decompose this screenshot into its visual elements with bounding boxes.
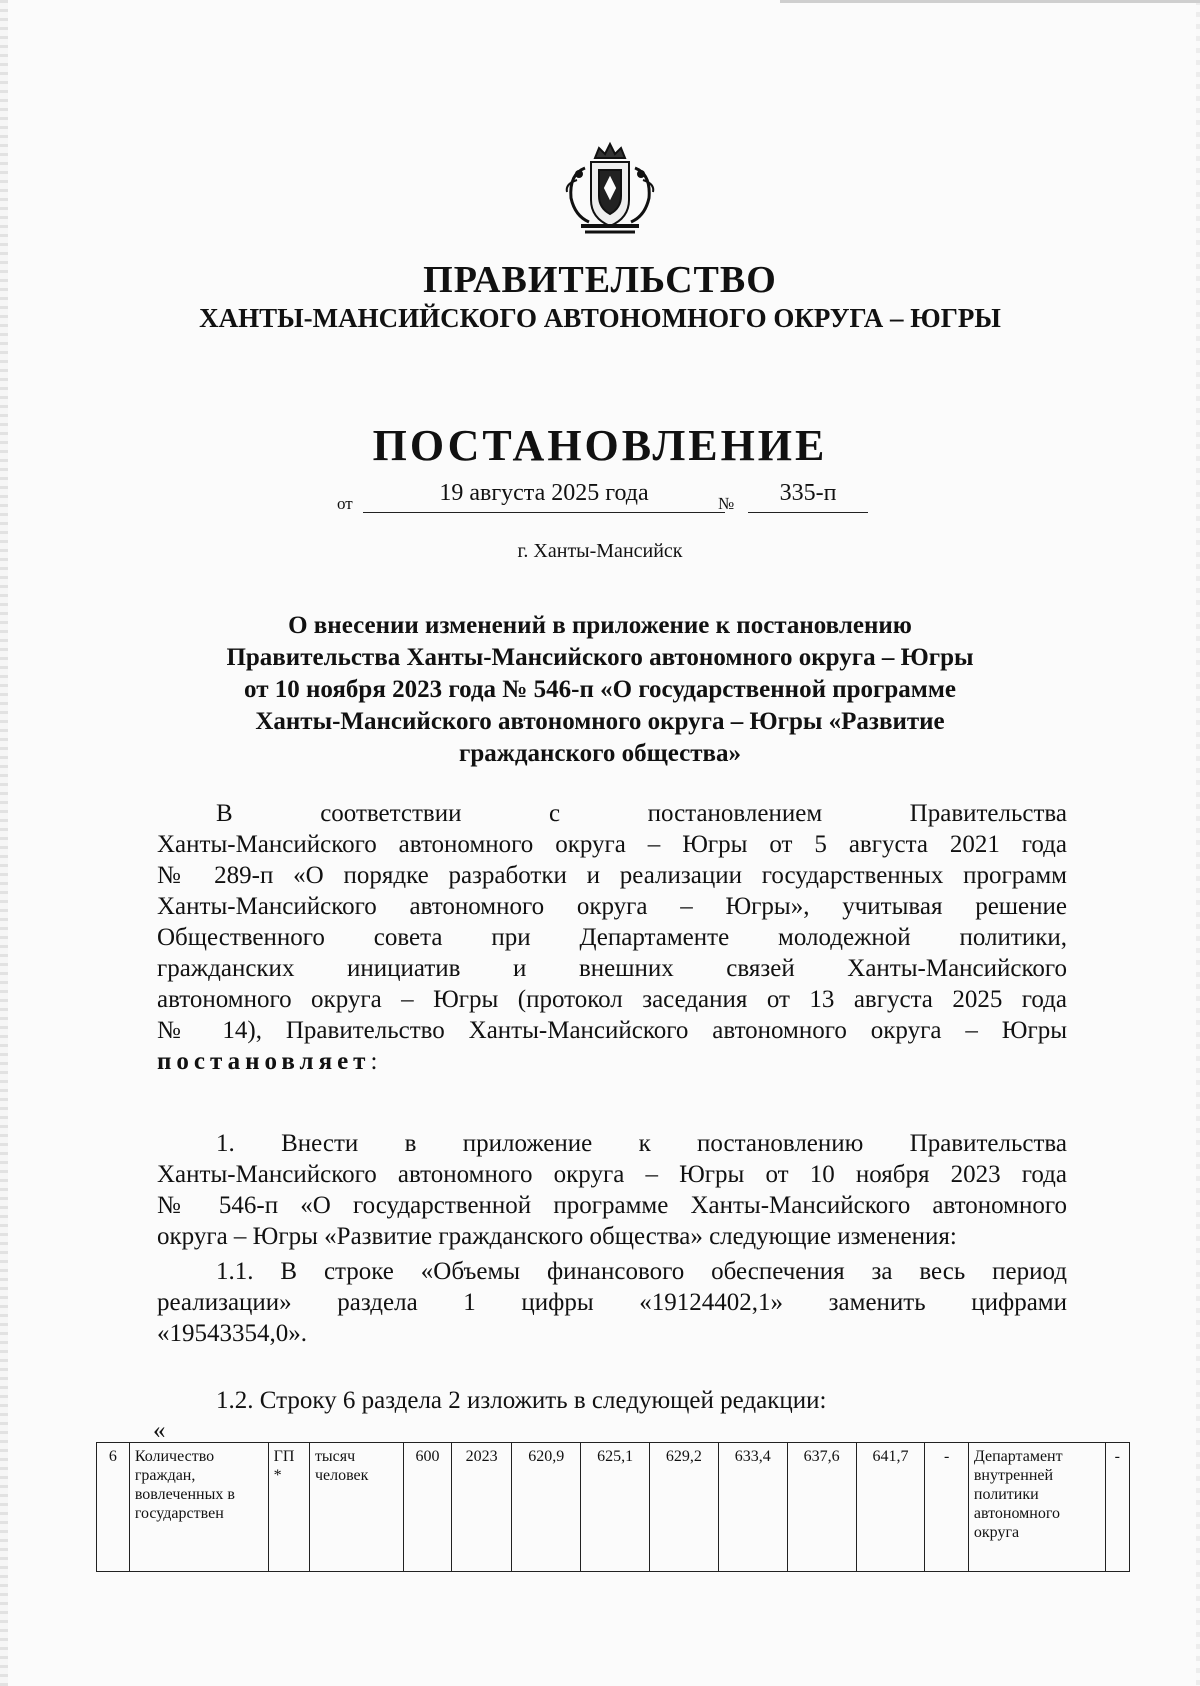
opening-quote: «	[153, 1417, 166, 1444]
scan-edge-top	[780, 0, 1200, 3]
cell-number: 6	[97, 1443, 130, 1572]
date-number-row	[0, 480, 1200, 520]
text-line: 1.1. В строке «Объемы финансового обеспечения за весь период	[216, 1258, 1067, 1285]
cell-unit: тысяч человек	[309, 1443, 403, 1572]
text-line: «19543354,0».	[157, 1320, 307, 1347]
text-line: гражданских инициатив и внешних связей Ханты-Мансийского	[157, 955, 1067, 982]
cell-base-year: 2023	[451, 1443, 511, 1572]
amendment-table	[96, 1442, 1130, 1572]
text-line: Ханты-Мансийского автономного округа – Югры», учитывая решение	[157, 893, 1067, 920]
resolves-line	[157, 1046, 1067, 1077]
scan-edge-right	[1196, 0, 1200, 1686]
text-line: № 14), Правительство Ханты-Мансийского автономного округа – Югры	[157, 1017, 1067, 1044]
cell-value: 633,4	[718, 1443, 787, 1572]
number-prefix: №	[718, 494, 735, 513]
text-line: реализации» раздела 1 цифры «19124402,1» заменить цифрами	[157, 1289, 1067, 1316]
document-number: 335-п	[748, 480, 868, 513]
resolves-colon: :	[370, 1048, 378, 1075]
cell-value: 637,6	[787, 1443, 856, 1572]
text-line: Ханты-Мансийского автономного округа – Югры от 10 ноября 2023 года	[157, 1161, 1067, 1188]
item-1-paragraph	[157, 1128, 1067, 1252]
government-title: ПРАВИТЕЛЬСТВО	[423, 259, 777, 301]
cell-base-value: 600	[404, 1443, 452, 1572]
text-line: автономного округа – Югры (протокол заседания от 13 августа 2025 года	[157, 986, 1067, 1013]
document-type: ПОСТАНОВЛЕНИЕ	[372, 421, 828, 470]
item-1-2-paragraph	[157, 1385, 1067, 1416]
table-row	[97, 1443, 1130, 1572]
text-line: Ханты-Мансийского автономного округа – Югры от 5 августа 2021 года	[157, 831, 1067, 858]
preamble-paragraph	[157, 798, 1067, 1077]
text-line: В соответствии с постановлением Правительства	[216, 800, 1067, 827]
coat-of-arms-emblem	[555, 140, 665, 240]
cell-value: 641,7	[856, 1443, 925, 1572]
heading-line: гражданского общества»	[459, 740, 741, 767]
cell-dash: -	[1105, 1443, 1129, 1572]
cell-value: 629,2	[650, 1443, 719, 1572]
text-line: Общественного совета при Департаменте молодежной политики,	[157, 924, 1067, 951]
heading-line: О внесении изменений в приложение к постановлению	[288, 612, 912, 639]
cell-dash: -	[925, 1443, 968, 1572]
text-line: 1. Внести в приложение к постановлению Правительства	[216, 1130, 1067, 1157]
cell-responsible: Департамент внутренней политики автономного округа	[968, 1443, 1105, 1572]
heading-line: от 10 ноября 2023 года № 546-п «О государственной программе	[244, 676, 956, 703]
document-heading	[150, 610, 1050, 770]
text-line: 1.2. Строку 6 раздела 2 изложить в следующей редакции:	[216, 1387, 827, 1414]
heading-line: Ханты-Мансийского автономного округа – Югры «Развитие	[255, 708, 945, 735]
cell-level: ГП *	[268, 1443, 309, 1572]
text-line: № 289-п «О порядке разработки и реализации государственных программ	[157, 862, 1067, 889]
heading-line: Правительства Ханты-Мансийского автономного округа – Югры	[226, 644, 974, 671]
cell-value: 620,9	[512, 1443, 581, 1572]
cell-indicator: Количество граждан, вовлеченных в государствен	[129, 1443, 268, 1572]
item-1-1-paragraph	[157, 1256, 1067, 1349]
resolves-word: постановляет	[157, 1048, 371, 1075]
text-line: № 546-п «О государственной программе Ханты-Мансийского автономного	[157, 1192, 1067, 1219]
date-prefix: от	[337, 494, 353, 513]
region-title: ХАНТЫ-МАНСИЙСКОГО АВТОНОМНОГО ОКРУГА – ЮГРЫ	[199, 303, 1001, 333]
text-line: округа – Югры «Развитие гражданского общества» следующие изменения:	[157, 1223, 957, 1250]
city: г. Ханты-Мансийск	[517, 540, 683, 562]
cell-value: 625,1	[581, 1443, 650, 1572]
document-date: 19 августа 2025 года	[363, 480, 725, 513]
scan-edge-left	[0, 0, 8, 1686]
